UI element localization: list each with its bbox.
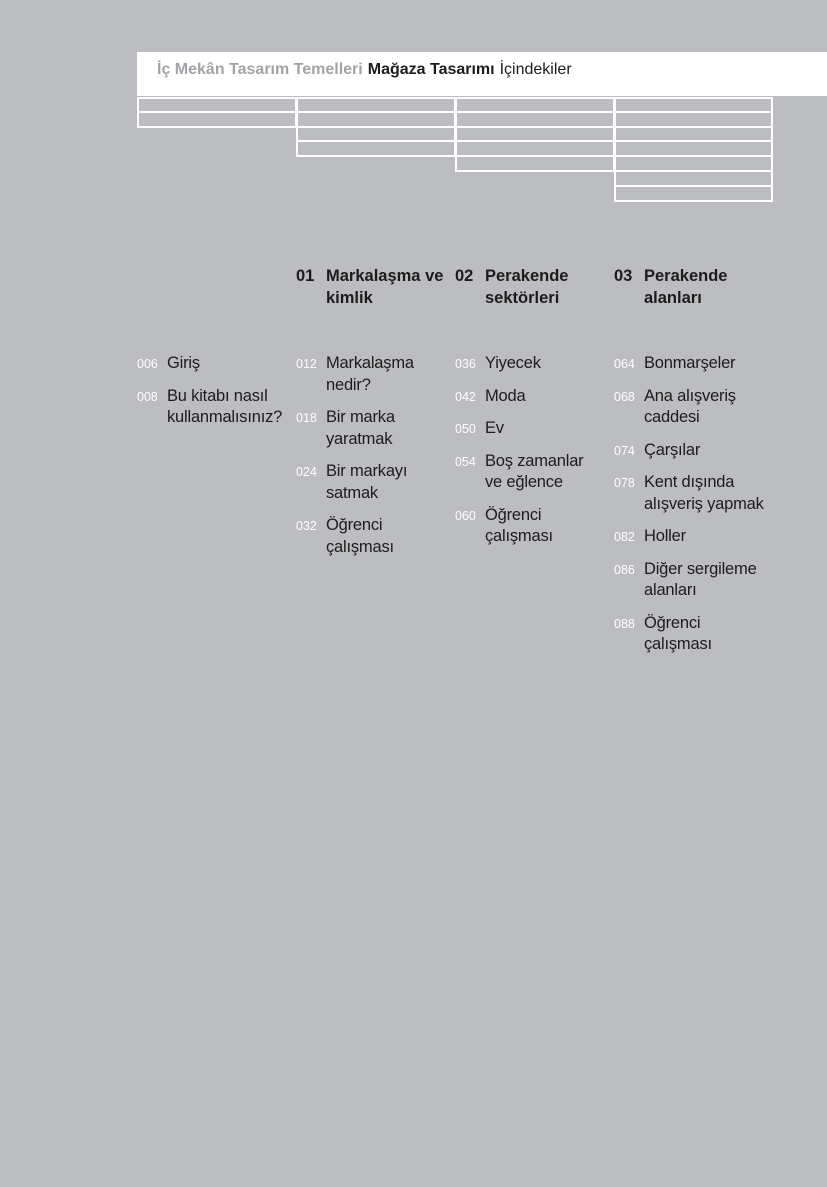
toc-entry[interactable] [614,559,774,602]
toc-entry-label: Öğrenci çalışması [485,505,553,545]
toc-entry[interactable] [455,353,615,375]
breadcrumb [157,60,572,80]
toc-entry[interactable] [614,472,774,515]
toc-page-number: 042 [455,389,476,404]
toc-page-number: 086 [614,562,635,577]
toc-entry[interactable] [614,440,774,462]
toc-entry[interactable] [137,386,297,429]
toc-list-chapter-2 [455,353,615,559]
toc-entry[interactable] [455,386,615,408]
toc-page-number: 008 [137,389,158,404]
chapter-number: 02 [455,267,474,285]
toc-page-number: 050 [455,422,476,436]
toc-entry[interactable] [614,613,774,656]
toc-entry[interactable] [296,461,456,504]
chapter-title[interactable]: Markalaşma ve kimlik [326,267,444,307]
toc-entry[interactable] [296,515,456,558]
toc-page-number: 068 [614,389,635,404]
chapter-title[interactable]: Perakende alanları [644,267,728,307]
breadcrumb-series[interactable]: İç Mekân Tasarım Temelleri [157,61,363,78]
toc-entry-label: Holler [644,527,686,545]
toc-entry-label: Bir markayı satmak [326,462,408,502]
toc-list-chapter-3 [614,353,774,667]
toc-page-number: 054 [455,454,476,469]
toc-page-number: 078 [614,476,635,490]
chapter-title[interactable]: Perakende sektörleri [485,267,569,307]
toc-entry[interactable] [455,505,615,548]
toc-page-number: 006 [137,357,158,371]
toc-entry-label: Öğrenci çalışması [644,613,712,653]
toc-entry-label: Bir marka yaratmak [326,408,395,448]
toc-entry[interactable] [137,353,297,375]
index-grid-decoration [0,0,827,210]
toc-list-intro [137,353,297,440]
toc-page-number: 060 [455,508,476,523]
header-bar [137,52,827,96]
toc-entry-label: Bonmarşeler [644,354,736,372]
chapter-number: 03 [614,267,633,285]
toc-entry-label: Yiyecek [485,354,541,372]
toc-page-number: 032 [296,519,317,533]
toc-entry[interactable] [614,353,774,375]
toc-entry[interactable] [614,386,774,429]
toc-entry-label: Ev [485,419,504,437]
toc-entry-label: Boş zamanlar ve eğlence [485,451,584,491]
toc-entry-label: Kent dışında alışveriş yapmak [644,473,764,513]
toc-page-number: 082 [614,530,635,544]
toc-entry-label: Moda [485,386,526,405]
toc-page-number: 074 [614,443,635,458]
chapter-number: 01 [296,267,315,285]
breadcrumb-section: İçindekiler [499,61,572,78]
toc-page-number: 024 [296,465,317,479]
toc-entry[interactable] [614,526,774,548]
toc-list-chapter-1 [296,353,456,569]
toc-entry[interactable] [296,353,456,396]
toc-entry[interactable] [455,418,615,440]
toc-entry-label: Diğer sergileme alanları [644,559,757,599]
toc-page-number: 012 [296,357,317,371]
toc-page-number: 036 [455,357,476,371]
toc-entry[interactable] [296,407,456,450]
toc-entry-label: Ana alışveriş caddesi [644,386,736,426]
toc-entry-label: Bu kitabı nasıl kullanmalısınız? [167,386,283,426]
breadcrumb-book[interactable]: Mağaza Tasarımı [367,61,495,78]
toc-entry-label: Markalaşma nedir? [326,354,414,394]
toc-page-number: 064 [614,357,635,371]
toc-entry-label: Öğrenci çalışması [326,516,394,556]
toc-entry[interactable] [455,451,615,494]
toc-entry-label: Giriş [167,354,200,372]
toc-page-number: 088 [614,616,635,631]
toc-page-number: 018 [296,411,317,425]
toc-entry-label: Çarşılar [644,440,701,459]
